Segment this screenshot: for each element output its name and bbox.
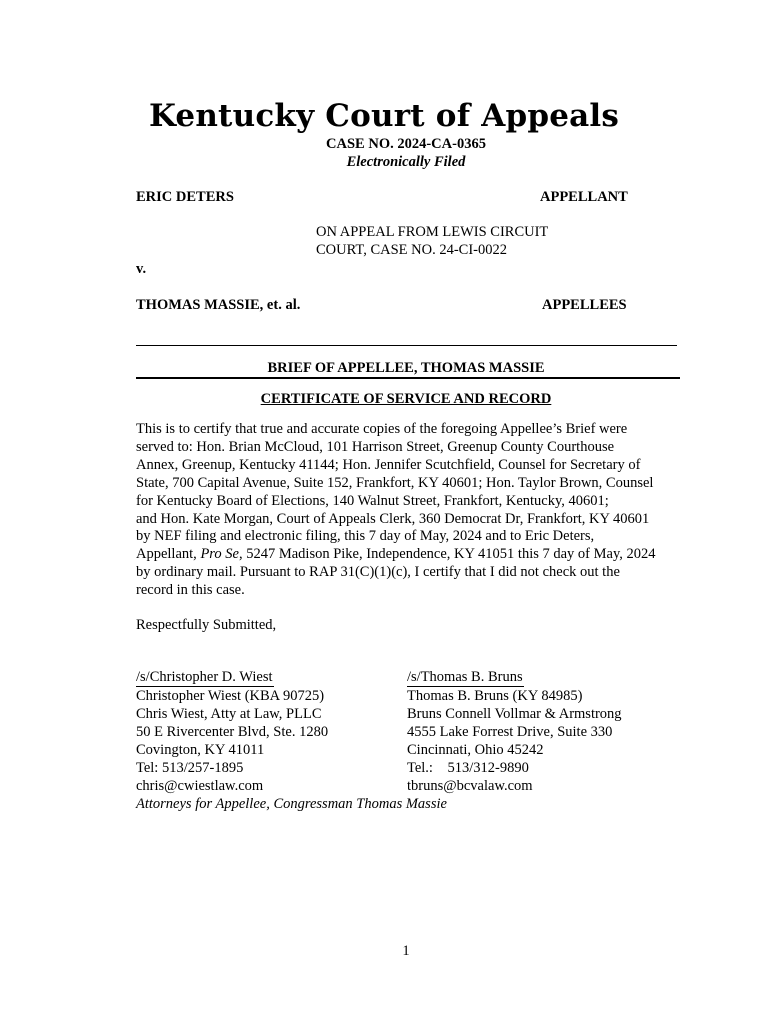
certificate-line: Annex, Greenup, Kentucky 41144; Hon. Jennifer Scutchfield, Counsel for Secretary of — [136, 456, 641, 473]
signature-right: /s/Thomas B. Bruns — [407, 669, 523, 685]
certificate-line: for Kentucky Board of Elections, 140 Walnut Street, Frankfort, Kentucky, 40601; — [136, 492, 609, 509]
certificate-line: served to: Hon. Brian McCloud, 101 Harrison Street, Greenup County Courthouse — [136, 438, 615, 455]
appeal-from-line-1: ON APPEAL FROM LEWIS CIRCUIT — [316, 224, 549, 240]
attorney-name-right: Thomas B. Bruns (KY 84985) — [407, 688, 583, 704]
versus: v. — [136, 261, 147, 277]
certificate-line: by ordinary mail. Pursuant to RAP 31(C)(1)(c), I certify that I did not check out the — [136, 564, 620, 581]
address-right-1: 4555 Lake Forrest Drive, Suite 330 — [407, 724, 613, 740]
tel-right: Tel.: 513/312-9890 — [407, 760, 529, 776]
certificate-line: State, 700 Capital Avenue, Suite 152, Frankfort, KY 40601; Hon. Taylor Brown, Counsel — [136, 474, 654, 491]
signature-left: /s/Christopher D. Wiest — [136, 669, 273, 685]
appellant-role: APPELLANT — [540, 189, 628, 205]
certificate-line: and Hon. Kate Morgan, Court of Appeals Clerk, 360 Democrat Dr, Frankfort, KY 40601 — [136, 510, 650, 527]
email-right: tbruns@bcvalaw.com — [407, 778, 533, 794]
pro-se-text: Pro Se — [200, 546, 239, 563]
address-right-2: Cincinnati, Ohio 45242 — [407, 742, 544, 758]
certificate-line: by NEF filing and electronic filing, this 7 day of May, 2024 and to Eric Deters, — [136, 528, 595, 545]
firm-right: Bruns Connell Vollmar & Armstrong — [407, 706, 622, 722]
appeal-from-line-2: COURT, CASE NO. 24-CI-0022 — [316, 242, 507, 258]
certificate-line — [136, 546, 696, 564]
certificate-title-text: CERTIFICATE OF SERVICE AND RECORD — [260, 391, 552, 407]
case-number: CASE NO. 2024-CA-0365 — [326, 136, 486, 152]
heading-rule — [136, 377, 680, 379]
separator-rule — [136, 345, 677, 346]
appellee-role: APPELLEES — [542, 297, 627, 313]
page-number: 1 — [402, 943, 410, 959]
firm-left: Chris Wiest, Atty at Law, PLLC — [136, 706, 322, 722]
certificate-line-start: Appellant, — [136, 546, 201, 563]
attorney-name-left: Christopher Wiest (KBA 90725) — [136, 688, 325, 704]
filing-note: Electronically Filed — [346, 154, 466, 170]
certificate-title — [0, 390, 768, 408]
signature-block-right — [407, 668, 622, 795]
attorneys-for: Attorneys for Appellee, Congressman Thomas Massie — [136, 796, 447, 812]
brief-title: BRIEF OF APPELLEE, THOMAS MASSIE — [267, 360, 545, 376]
signature-block-left — [136, 668, 328, 795]
certificate-body — [136, 421, 696, 600]
email-left: chris@cwiestlaw.com — [136, 778, 264, 794]
certificate-line: This is to certify that true and accurate copies of the foregoing Appellee’s Brief were — [136, 421, 628, 437]
tel-left: Tel: 513/257-1895 — [136, 760, 244, 776]
address-left-2: Covington, KY 41011 — [136, 742, 265, 758]
certificate-line: record in this case. — [136, 582, 245, 599]
address-left-1: 50 E Rivercenter Blvd, Ste. 1280 — [136, 724, 329, 740]
appellee-name: THOMAS MASSIE, et. al. — [136, 297, 301, 313]
closing: Respectfully Submitted, — [136, 617, 277, 633]
appellant-name: ERIC DETERS — [136, 189, 234, 205]
court-title: Kentucky Court of Appeals — [148, 98, 620, 134]
certificate-line-end: , 5247 Madison Pike, Independence, KY 41051 this 7 day of May, 2024 — [238, 546, 656, 563]
